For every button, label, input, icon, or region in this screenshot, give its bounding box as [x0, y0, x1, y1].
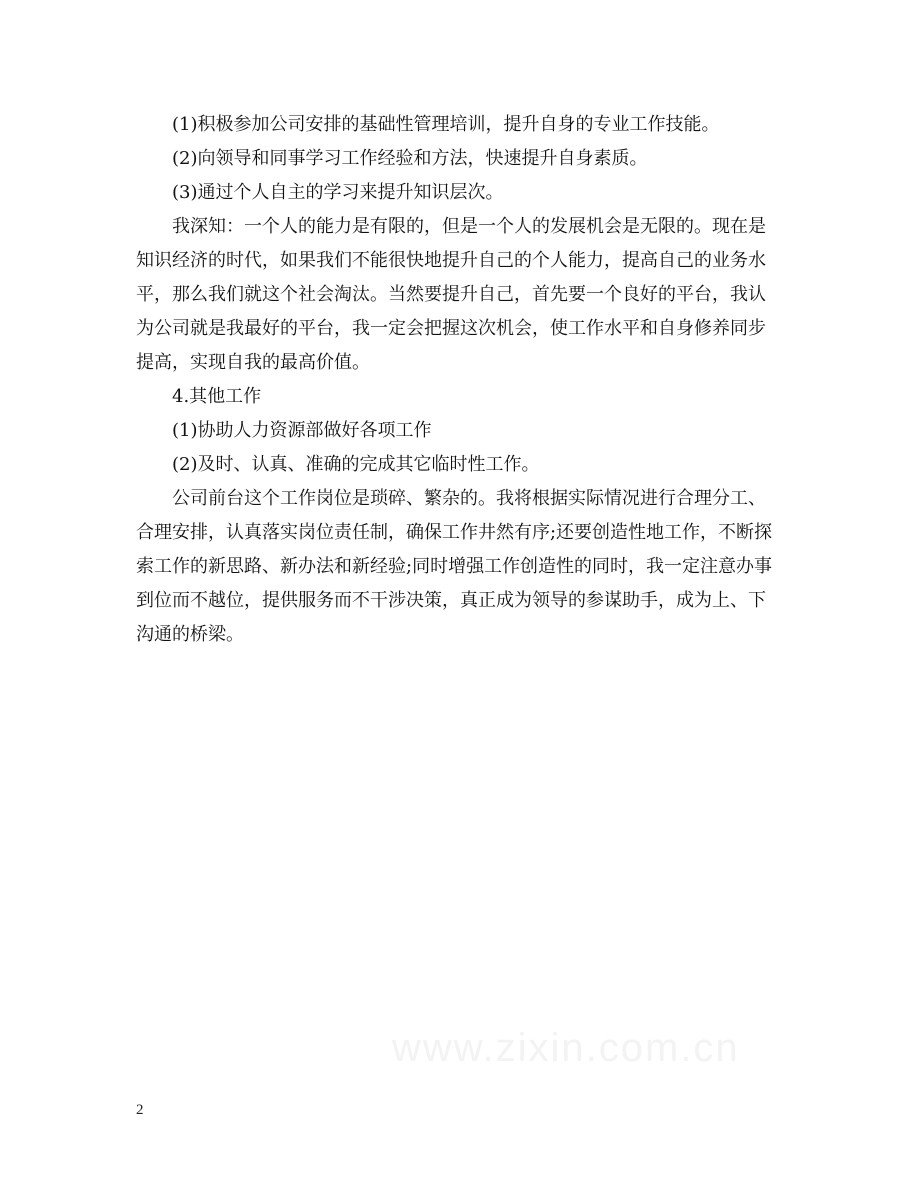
paragraph-line: 到位而不越位，提供服务而不干涉决策，真正成为领导的参谋助手，成为上、下	[136, 590, 766, 611]
paragraph-line: 为公司就是我最好的平台，我一定会把握这次机会，使工作水平和自身修养同步	[136, 318, 766, 339]
list-item: (2)及时、认真、准确的完成其它临时性工作。	[172, 454, 540, 475]
body-text	[136, 108, 786, 652]
paragraph-line: 提高，实现自我的最高价值。	[136, 352, 370, 373]
paragraph-line: 我深知：一个人的能力是有限的，但是一个人的发展机会是无限的。现在是	[172, 216, 766, 237]
paragraph-line: 沟通的桥梁。	[136, 624, 244, 645]
paragraph-line: 合理安排，认真落实岗位责任制，确保工作井然有序;还要创造性地工作，不断探	[136, 522, 773, 543]
list-item: (1)积极参加公司安排的基础性管理培训，提升自身的专业工作技能。	[172, 114, 720, 135]
watermark: www.zixin.com.cn	[392, 1026, 740, 1070]
paragraph-line: 公司前台这个工作岗位是琐碎、繁杂的。我将根据实际情况进行合理分工、	[172, 488, 766, 509]
paragraph-line: 索工作的新思路、新办法和新经验;同时增强工作创造性的同时，我一定注意办事	[136, 556, 773, 577]
section-heading: 4.其他工作	[172, 386, 262, 407]
page-number: 2	[136, 1102, 144, 1118]
paragraph-line: 平，那么我们就这个社会淘汰。当然要提升自己，首先要一个良好的平台，我认	[136, 284, 766, 305]
list-item: (2)向领导和同事学习工作经验和方法，快速提升自身素质。	[172, 148, 648, 169]
list-item: (1)协助人力资源部做好各项工作	[172, 420, 432, 441]
paragraph-line: 知识经济的时代，如果我们不能很快地提升自己的个人能力，提高自己的业务水	[136, 250, 766, 271]
list-item: (3)通过个人自主的学习来提升知识层次。	[172, 182, 504, 203]
